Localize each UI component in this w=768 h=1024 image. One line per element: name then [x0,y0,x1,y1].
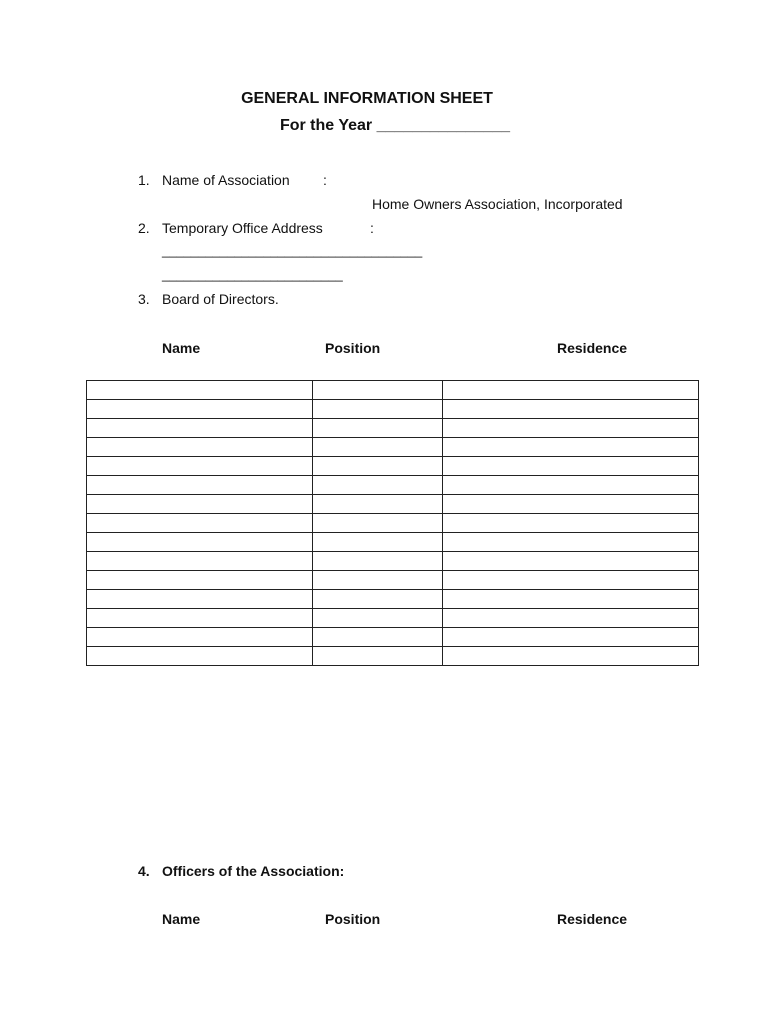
table-row [87,438,699,457]
cell-position[interactable] [313,400,443,419]
directors-header-name: Name [162,340,201,356]
table-row [87,457,699,476]
cell-name[interactable] [87,533,313,552]
officers-header-name: Name [162,911,201,927]
item-number: 4. [138,863,150,879]
officers-header-residence: Residence [557,911,628,927]
item-separator: : [370,220,374,236]
cell-name[interactable] [87,495,313,514]
cell-name[interactable] [87,647,313,666]
cell-position[interactable] [313,609,443,628]
cell-name[interactable] [87,609,313,628]
item-label: Board of Directors. [162,291,279,307]
cell-residence[interactable] [443,628,699,647]
item-association-name [138,172,290,188]
document-subtitle: For the Year _______________ [279,117,511,134]
cell-residence[interactable] [443,438,699,457]
directors-header-position: Position [325,340,381,356]
table-row [87,400,699,419]
cell-residence[interactable] [443,381,699,400]
item-number: 2. [138,220,150,236]
cell-residence[interactable] [443,647,699,666]
item-board-of-directors [138,291,279,307]
table-row [87,628,699,647]
item-label: Temporary Office Address [162,220,323,236]
cell-position[interactable] [313,419,443,438]
cell-name[interactable] [87,514,313,533]
table-row [87,571,699,590]
cell-position[interactable] [313,552,443,571]
item-office-address [138,220,323,236]
cell-name[interactable] [87,552,313,571]
cell-residence[interactable] [443,476,699,495]
item-number: 1. [138,172,150,188]
cell-name[interactable] [87,476,313,495]
cell-residence[interactable] [443,552,699,571]
table-row [87,495,699,514]
table-row [87,533,699,552]
table-row [87,476,699,495]
table-row [87,419,699,438]
cell-residence[interactable] [443,400,699,419]
address-blank-line-2: _________________________ [162,267,343,282]
cell-position[interactable] [313,571,443,590]
cell-position[interactable] [313,628,443,647]
cell-name[interactable] [87,590,313,609]
cell-name[interactable] [87,381,313,400]
officers-header-position: Position [325,911,381,927]
cell-residence[interactable] [443,419,699,438]
item-officers [138,863,344,879]
cell-position[interactable] [313,514,443,533]
table-row [87,609,699,628]
cell-residence[interactable] [443,590,699,609]
table-row [87,647,699,666]
cell-residence[interactable] [443,533,699,552]
cell-residence[interactable] [443,457,699,476]
table-row [87,590,699,609]
table-row [87,552,699,571]
cell-position[interactable] [313,476,443,495]
table-row [87,514,699,533]
cell-position[interactable] [313,381,443,400]
cell-name[interactable] [87,571,313,590]
item-number: 3. [138,291,150,307]
directors-table [86,380,699,666]
cell-residence[interactable] [443,571,699,590]
cell-name[interactable] [87,400,313,419]
cell-position[interactable] [313,533,443,552]
cell-name[interactable] [87,438,313,457]
cell-name[interactable] [87,457,313,476]
address-blank-line-1: ____________________________________ [162,243,423,258]
item-separator: : [323,172,327,188]
directors-header-residence: Residence [557,340,628,356]
directors-table-body [87,381,699,666]
cell-position[interactable] [313,457,443,476]
cell-position[interactable] [313,590,443,609]
cell-residence[interactable] [443,495,699,514]
cell-name[interactable] [87,628,313,647]
cell-name[interactable] [87,419,313,438]
cell-position[interactable] [313,438,443,457]
item-label: Name of Association [162,172,290,188]
cell-residence[interactable] [443,609,699,628]
table-row [87,381,699,400]
cell-position[interactable] [313,495,443,514]
item-label: Officers of the Association: [162,863,345,879]
cell-residence[interactable] [443,514,699,533]
document-title: GENERAL INFORMATION SHEET [241,90,493,107]
cell-position[interactable] [313,647,443,666]
association-name-value: Home Owners Association, Incorporated [372,196,623,212]
